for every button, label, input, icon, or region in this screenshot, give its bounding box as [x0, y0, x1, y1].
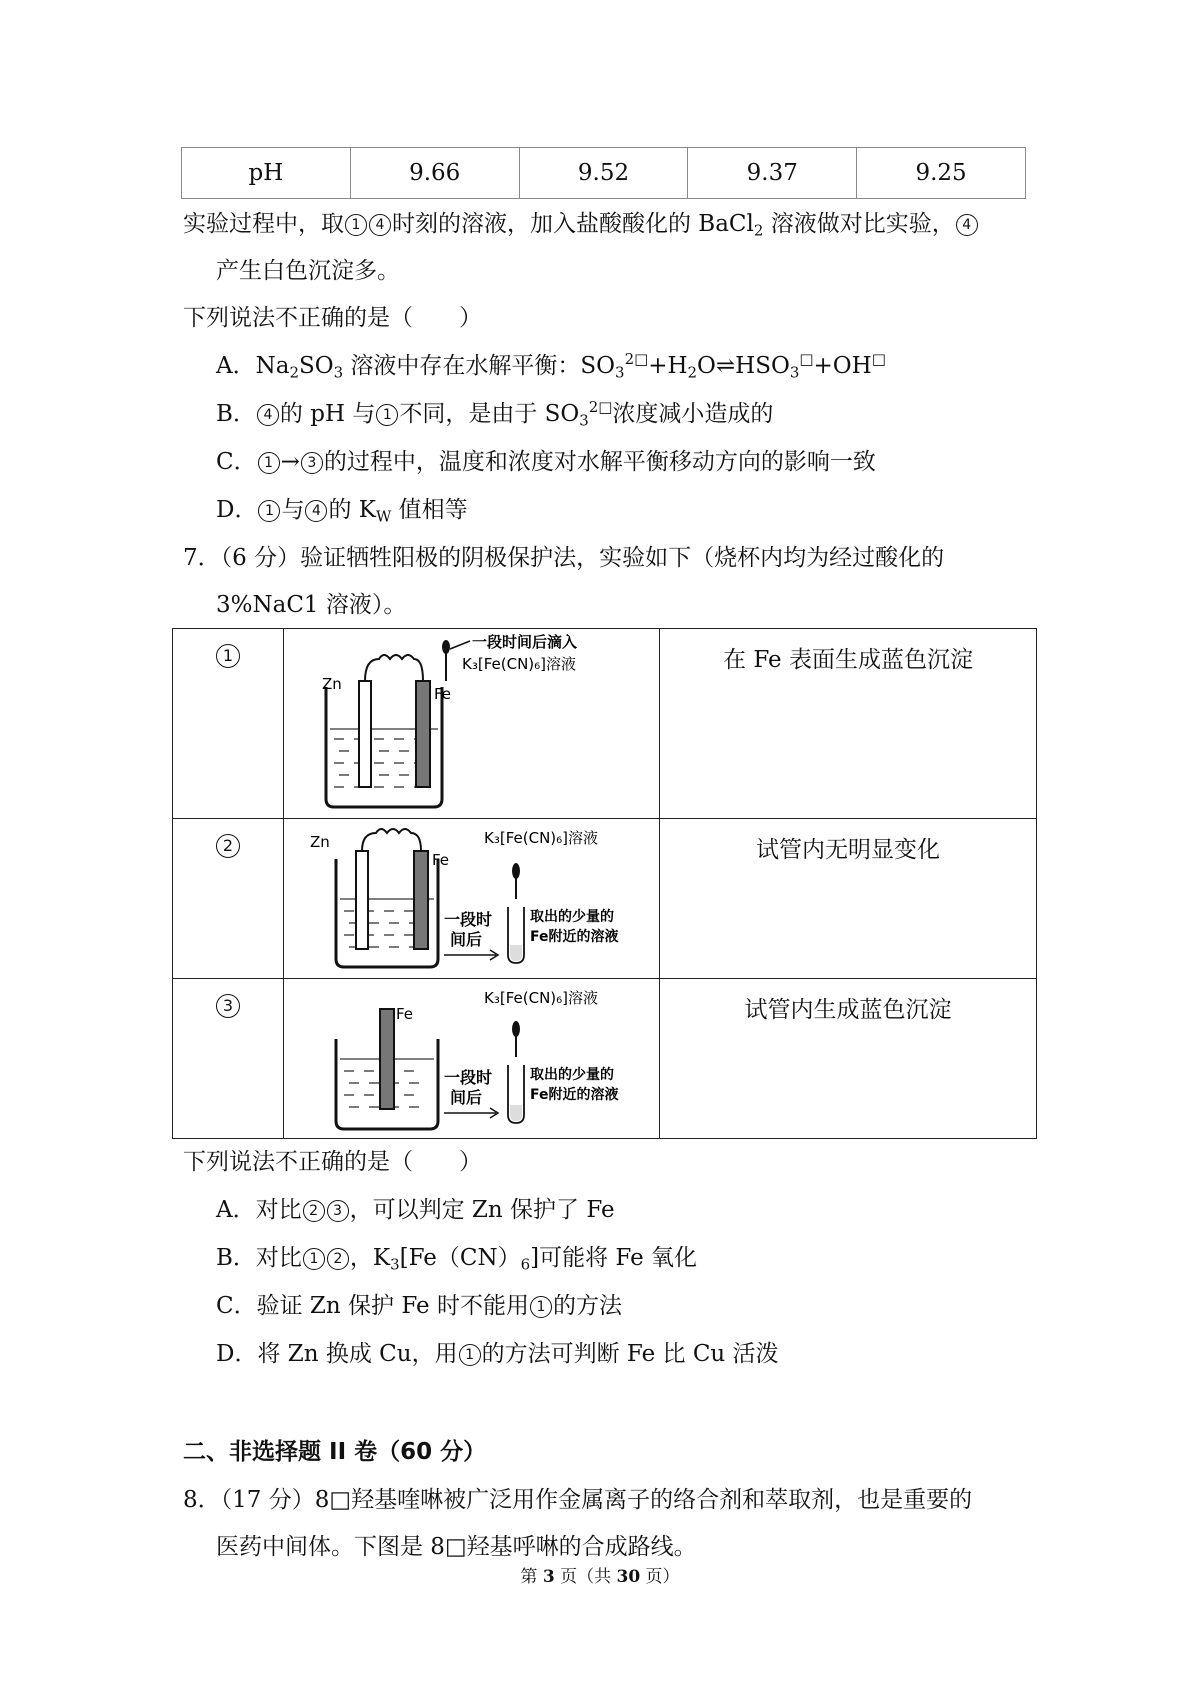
drop-label: 一段时间后滴入	[472, 633, 578, 651]
text: +OH	[813, 353, 872, 379]
table-row	[173, 819, 1037, 979]
result-cell: 试管内生成蓝色沉淀	[660, 979, 1037, 1139]
table-cell: 9.25	[857, 148, 1026, 199]
paragraph-line: 产生白色沉淀多。	[216, 258, 400, 284]
superscript: □	[799, 350, 814, 369]
circled-number: 2	[327, 1248, 349, 1270]
circled-number: 4	[369, 214, 391, 236]
table-row	[173, 629, 1037, 819]
circled-number: 1	[258, 452, 280, 474]
text: 不同，是由于 SO	[399, 401, 580, 427]
table-cell: 9.52	[519, 148, 688, 199]
question-8-line: 8．（17 分）8□羟基喹啉被广泛用作金属离子的络合剂和萃取剂，也是重要的	[183, 1487, 973, 1513]
option-b	[216, 1242, 697, 1274]
sample-label: 取出的少量的	[530, 909, 614, 925]
after-label: 间后	[450, 1088, 483, 1107]
experiment-table	[172, 628, 1037, 1139]
table-cell: 9.66	[350, 148, 519, 199]
circled-number: 3	[327, 1200, 349, 1222]
text: ]可能将 Fe 氧化	[530, 1245, 698, 1271]
text: 的 K	[328, 497, 376, 523]
sample-label: 取出的少量的	[530, 1067, 614, 1083]
question-7-line: 7．（6 分）验证牺牲阳极的阴极保护法，实验如下（烧杯内均为经过酸化的	[183, 545, 945, 571]
reagent-label: K₃[Fe(CN)₆]溶液	[484, 989, 599, 1007]
text: 页（共	[554, 1567, 617, 1587]
circled-number: 1	[530, 1296, 552, 1318]
text: ，可以判定 Zn 保护了 Fe	[349, 1197, 615, 1223]
result-cell: 试管内无明显变化	[660, 819, 1037, 979]
section-heading: 二、非选择题 II 卷（60 分）	[183, 1439, 487, 1465]
text: A．Na	[216, 353, 290, 379]
subscript: 2	[753, 221, 764, 240]
reagent-label: K₃[Fe(CN)₆]溶液	[484, 829, 599, 847]
circled-number: 2	[303, 1200, 325, 1222]
text: 页）	[640, 1567, 680, 1587]
circled-number: 4	[257, 404, 279, 426]
page-number: 3	[542, 1567, 555, 1587]
text: 实验过程中，取	[183, 211, 344, 237]
table-cell: pH	[182, 148, 351, 199]
option-a	[216, 1194, 615, 1226]
text: 浓度减小造成的	[612, 401, 774, 427]
text: B．对比	[216, 1245, 302, 1271]
circled-number: 4	[956, 214, 978, 236]
subscript: 3	[579, 411, 589, 430]
apparatus-diagram-2	[284, 819, 659, 979]
table-cell: 9.37	[688, 148, 857, 199]
after-label: 间后	[450, 930, 483, 949]
fe-label: Fe	[434, 685, 452, 703]
apparatus-diagram-3	[284, 979, 659, 1139]
result-cell: 在 Fe 表面生成蓝色沉淀	[660, 629, 1037, 819]
subscript: 3	[615, 363, 625, 382]
paragraph-line	[183, 208, 979, 240]
question-8-line: 医药中间体。下图是 8□羟基呼啉的合成路线。	[216, 1534, 697, 1560]
text: B．	[216, 401, 256, 427]
after-label: 一段时	[444, 1068, 493, 1087]
text: SO	[298, 353, 334, 379]
fe-label: Fe	[432, 851, 450, 869]
text: 溶液做对比实验，	[763, 211, 955, 237]
option-a	[216, 350, 886, 382]
zn-label: Zn	[310, 833, 330, 851]
page-total: 30	[616, 1567, 641, 1587]
subscript: 2	[687, 363, 698, 382]
option-c	[216, 446, 876, 478]
text: 第	[520, 1567, 543, 1587]
text: 的过程中，温度和浓度对水解平衡移动方向的影响一致	[323, 449, 876, 475]
question-stem: 下列说法不正确的是（ ）	[183, 1149, 482, 1175]
text: 的 pH 与	[279, 401, 376, 427]
arrow-text: →	[280, 449, 300, 475]
text: 的方法可判断 Fe 比 Cu 活泼	[481, 1341, 779, 1367]
row-number	[173, 819, 284, 979]
row-number	[173, 979, 284, 1139]
diagram-cell	[284, 629, 660, 819]
superscript: □	[871, 350, 886, 369]
text: A．对比	[216, 1197, 302, 1223]
question-stem: 下列说法不正确的是（ ）	[183, 305, 482, 331]
ph-table	[181, 147, 1026, 199]
zn-label: Zn	[322, 675, 342, 693]
subscript: 3	[390, 1255, 400, 1274]
text: C．	[216, 449, 257, 475]
text: +H	[648, 353, 688, 379]
text: ，K	[349, 1245, 391, 1271]
circled-number: 3	[216, 994, 240, 1018]
text: 的方法	[552, 1293, 622, 1319]
subscript: 3	[789, 363, 800, 382]
table-row	[182, 148, 1026, 199]
circled-number: 1	[459, 1344, 481, 1366]
page-footer	[0, 1562, 1200, 1587]
circled-number: 3	[301, 452, 323, 474]
circled-number: 4	[305, 500, 327, 522]
subscript: 3	[333, 363, 344, 382]
text: [Fe（CN）	[399, 1245, 521, 1271]
text: 溶液中存在水解平衡：SO	[343, 353, 616, 379]
option-c	[216, 1290, 622, 1322]
diagram-cell	[284, 819, 660, 979]
superscript: 2□	[588, 398, 613, 417]
option-b	[216, 398, 773, 430]
row-number	[173, 629, 284, 819]
circled-number: 1	[303, 1248, 325, 1270]
circled-number: 2	[216, 834, 240, 858]
option-d	[216, 1338, 779, 1370]
sample-label: Fe附近的溶液	[530, 1087, 619, 1103]
text: C．验证 Zn 保护 Fe 时不能用	[216, 1293, 529, 1319]
subscript: 2	[289, 363, 299, 382]
text: O⇌HSO	[697, 353, 790, 379]
subscript: 6	[520, 1255, 531, 1274]
text: 与	[281, 497, 305, 523]
diagram-cell	[284, 979, 660, 1139]
option-d	[216, 494, 468, 526]
text: D．	[216, 497, 258, 523]
text: D．将 Zn 换成 Cu，用	[216, 1341, 458, 1367]
superscript: 2□	[624, 350, 649, 369]
question-7-line: 3%NaC1 溶液）。	[216, 592, 407, 618]
circled-number: 1	[216, 644, 240, 668]
circled-number: 1	[258, 500, 280, 522]
after-label: 一段时	[444, 910, 493, 929]
text: 值相等	[391, 497, 468, 523]
subscript: W	[375, 507, 392, 526]
sample-label: Fe附近的溶液	[530, 929, 619, 945]
reagent-label: K₃[Fe(CN)₆]溶液	[462, 655, 577, 673]
circled-number: 1	[376, 404, 398, 426]
table-row	[173, 979, 1037, 1139]
text: 时刻的溶液，加入盐酸酸化的 BaCl	[392, 211, 754, 237]
circled-number: 1	[345, 214, 367, 236]
fe-label: Fe	[396, 1005, 414, 1023]
apparatus-diagram-1	[284, 629, 659, 819]
